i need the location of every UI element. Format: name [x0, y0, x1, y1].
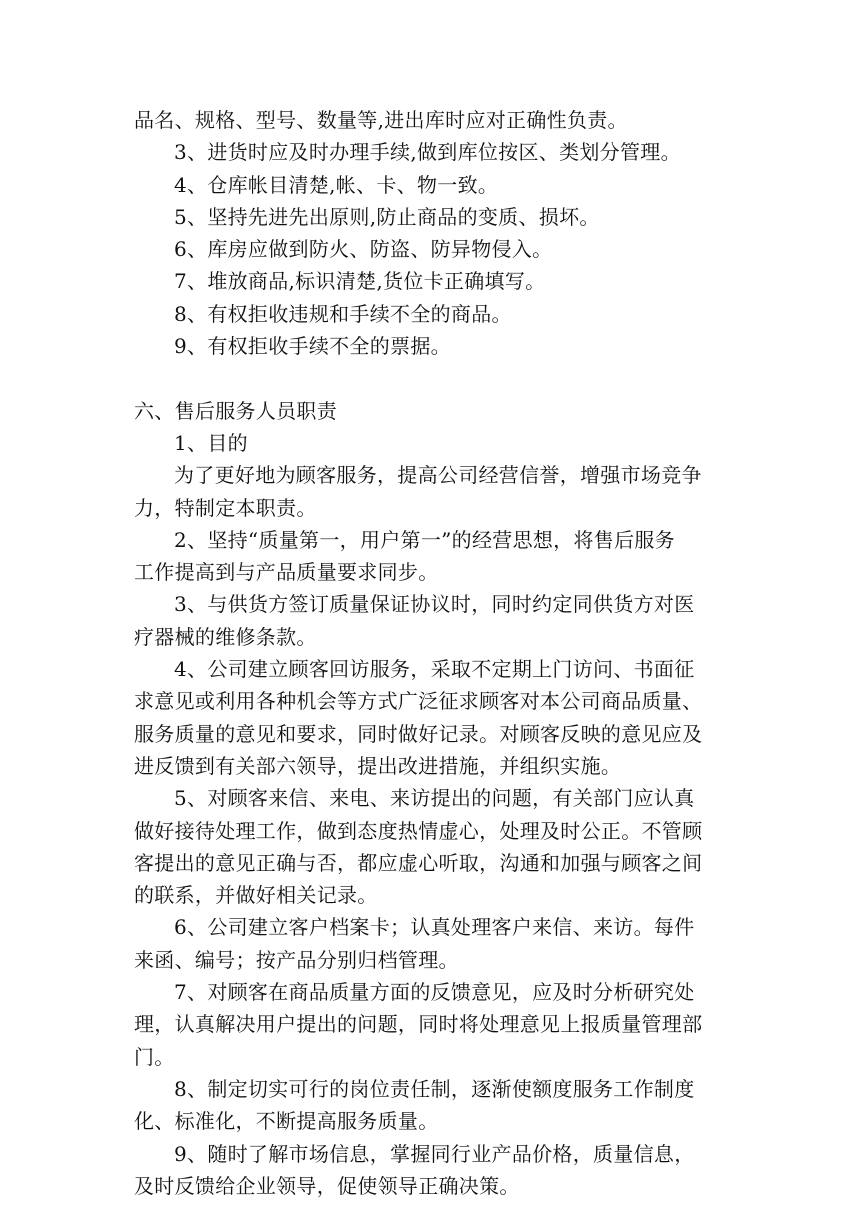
warehouse-item: 8、有权拒收违规和手续不全的商品。 — [174, 301, 512, 326]
warehouse-item: 3、进货时应及时办理手续,做到库位按区、类划分管理。 — [174, 140, 681, 165]
paragraph-line: 2、坚持“质量第一，用户第一”的经营思想，将售后服务 — [174, 527, 675, 552]
paragraph-line: 9、随时了解市场信息，掌握同行业产品价格，质量信息， — [174, 1141, 695, 1166]
warehouse-item: 4、仓库帐目清楚,帐、卡、物一致。 — [174, 172, 499, 197]
paragraph-line: 来函、编号；按产品分别归档管理。 — [134, 947, 459, 972]
section-spacer — [134, 362, 748, 394]
document-body — [134, 104, 748, 1202]
paragraph-item-6 — [134, 911, 748, 976]
after-sales-duty-list — [134, 427, 748, 1202]
paragraph-line: 及时反馈给企业领导，促使领导正确决策。 — [134, 1173, 520, 1198]
warehouse-duty-list — [134, 136, 748, 362]
paragraph-line: 进反馈到有关部六领导，提出改进措施，并组织实施。 — [134, 753, 622, 778]
paragraph-line: 客提出的意见正确与否，都应虚心听取，沟通和加强与顾客之间 — [134, 850, 703, 875]
paragraph-item-8 — [134, 1073, 748, 1138]
paragraph-line: 化、标准化，不断提高服务质量。 — [134, 1109, 439, 1134]
paragraph-item-9 — [134, 1138, 748, 1203]
paragraph-item-4 — [134, 653, 748, 782]
paragraph-line: 为了更好地为顾客服务，提高公司经营信誉，增强市场竞争 — [174, 463, 702, 488]
paragraph-line: 1、目的 — [174, 430, 248, 455]
paragraph-line: 3、与供货方签订质量保证协议时，同时约定同供货方对医 — [174, 592, 695, 617]
paragraph-line: 服务质量的意见和要求，同时做好记录。对顾客反映的意见应及 — [134, 721, 703, 746]
paragraph-line: 力，特制定本职责。 — [134, 495, 317, 520]
paragraph-line: 疗器械的维修条款。 — [134, 624, 317, 649]
intro-line: 品名、规格、型号、数量等,进出库时应对正确性负责。 — [134, 108, 628, 132]
warehouse-item: 7、堆放商品,标识清楚,货位卡正确填写。 — [174, 269, 546, 294]
paragraph-line: 做好接待处理工作，做到态度热情虚心，处理及时公正。不管顾 — [134, 818, 703, 843]
warehouse-item: 5、坚持先进先出原则,防止商品的变质、损坏。 — [174, 204, 600, 229]
warehouse-item: 6、库房应做到防火、防盗、防异物侵入。 — [174, 237, 553, 262]
paragraph-purpose-text — [134, 459, 748, 524]
warehouse-item: 9、有权拒收手续不全的票据。 — [174, 334, 451, 359]
paragraph-line: 门。 — [134, 1044, 175, 1069]
paragraph-line: 5、对顾客来信、来电、来访提出的问题，有关部门应认真 — [174, 786, 695, 811]
paragraph-line: 6、公司建立客户档案卡；认真处理客户来信、来访。每件 — [174, 915, 695, 940]
paragraph-purpose — [134, 427, 748, 459]
paragraph-line: 求意见或利用各种机会等方式广泛征求顾客对本公司商品质量、 — [134, 689, 703, 714]
section-heading: 六、售后服务人员职责 — [134, 398, 337, 423]
paragraph-line: 7、对顾客在商品质量方面的反馈意见，应及时分析研究处 — [174, 980, 695, 1005]
paragraph-line: 4、公司建立顾客回访服务，采取不定期上门访问、书面征 — [174, 657, 695, 682]
paragraph-item-3 — [134, 588, 748, 653]
paragraph-line: 理，认真解决用户提出的问题，同时将处理意见上报质量管理部 — [134, 1012, 703, 1037]
paragraph-line: 工作提高到与产品质量要求同步。 — [134, 560, 439, 585]
paragraph-item-7 — [134, 976, 748, 1073]
paragraph-line: 8、制定切实可行的岗位责任制，逐渐使额度服务工作制度 — [174, 1076, 695, 1101]
paragraph-item-2 — [134, 524, 748, 589]
paragraph-line: 的联系，并做好相关记录。 — [134, 883, 378, 908]
paragraph-item-5 — [134, 782, 748, 911]
